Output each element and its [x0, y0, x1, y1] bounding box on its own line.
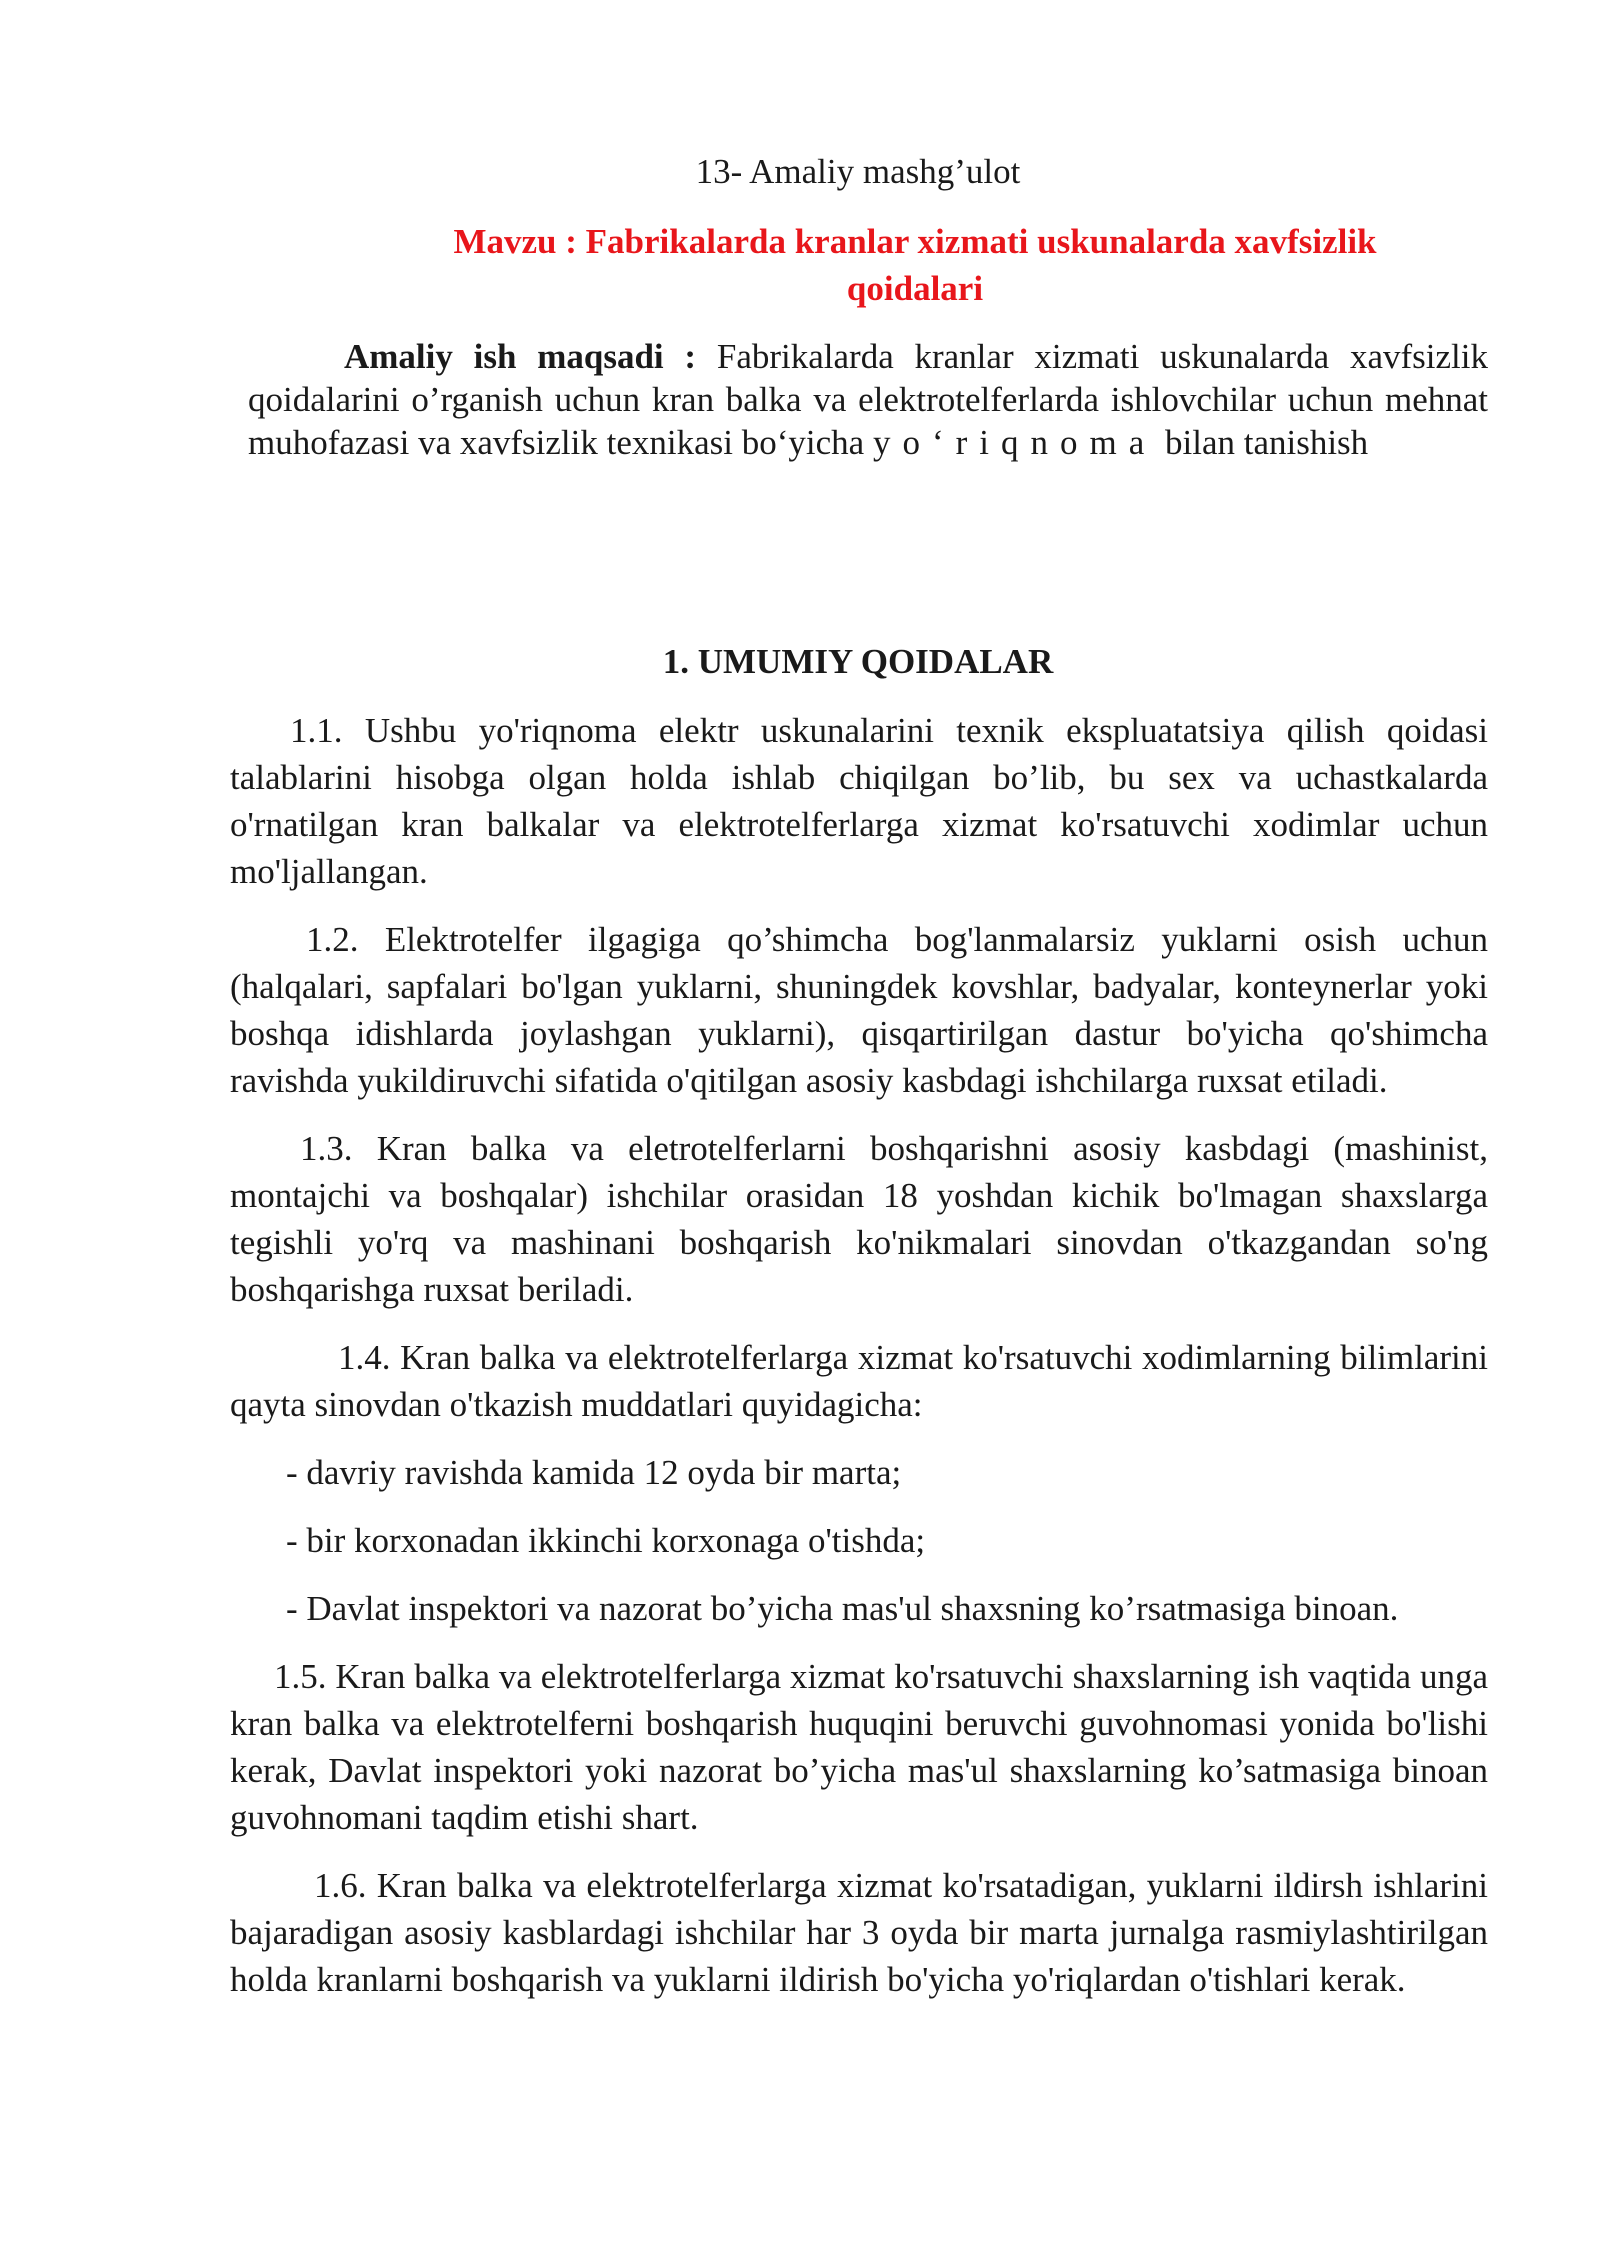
goal-label: Amaliy ish maqsadi : — [344, 337, 697, 376]
paragraph-1-6: 1.6. Kran balka va elektrotelferlarga xizmat ko'rsatadigan, yuklarni ildirsh ishlarini bajaradigan asosiy kasblardagi ishchilar har 3 oyda bir marta jurnalga rasmiylashtirilgan holda kranlarni boshqarish va yuklarni ildirish bo'yicha yo'riqlardan o'tishlari kerak. — [230, 1866, 1488, 1999]
section-body — [230, 707, 1488, 2024]
paragraph-1-2: 1.2. Elektrotelfer ilgagiga qo’shimcha bog'lanmalarsiz yuklarni osish uchun (halqalari, sapfalari bo'lgan yuklarni, shuningdek kovshlar, badyalar, konteynerlar yoki boshqa idishlarda joylashgan yuklarni), qisqartirilgan dastur bo'yicha qo'shimcha ravishda yukildiruvchi sifatida o'qitilgan asosiy kasbdagi ishchilarga ruxsat etiladi. — [230, 920, 1488, 1100]
topic-title: Mavzu : Fabrikalarda kranlar xizmati uskunalarda xavfsizlik qoidalari — [453, 222, 1377, 308]
goal-text-spaced: yo‘riqnoma — [872, 423, 1157, 462]
paragraph-1-5: 1.5. Kran balka va elektrotelferlarga xizmat ko'rsatuvchi shaxslarning ish vaqtida unga kran balka va elektrotelferni boshqarish huquqini beruvchi guvohnomasi yonida bo'lishi kerak, Davlat inspektori yoki nazorat bo’yicha mas'ul shaxslarning ko’satmasiga binoan guvohnomani taqdim etishi shart. — [230, 1657, 1488, 1837]
section-heading: 1. UMUMIY QOIDALAR — [662, 642, 1054, 681]
goal-paragraph — [248, 335, 1488, 464]
goal-text-a: Fabrikalarda kranlar xizmati uskunalarda xavfsizlik qoidalarini o’rganish uchun kran balka va elektrotelferlarda ishlovchilar uchun mehnat muhofazasi va xavfsizlik texnikasi bo‘yicha — [248, 337, 1488, 462]
list-item: - Davlat inspektori va nazorat bo’yicha mas'ul shaxsning ko’rsatmasiga binoan. — [286, 1589, 1399, 1628]
lesson-title: 13- Amaliy mashg’ulot — [695, 152, 1021, 191]
paragraph-1-1: 1.1. Ushbu yo'riqnoma elektr uskunalarini texnik ekspluatatsiya qilish qoidasi talablarini hisobga olgan holda ishlab chiqilgan bo’lib, bu sex va uchastkalarda o'rnatilgan kran balkalar va elektrotelferlarga xizmat ko'rsatuvchi xodimlar uchun mo'ljallangan. — [230, 711, 1488, 891]
list-item: - davriy ravishda kamida 12 oyda bir marta; — [286, 1453, 902, 1492]
paragraph-1-4: 1.4. Kran balka va elektrotelferlarga xizmat ko'rsatuvchi xodimlarning bilimlarini qayta sinovdan o'tkazish muddatlari quyidagicha: — [230, 1338, 1488, 1424]
goal-text-b: bilan tanishish — [1156, 423, 1369, 462]
list-item: - bir korxonadan ikkinchi korxonaga o'tishda; — [286, 1521, 926, 1560]
paragraph-1-3: 1.3. Kran balka va eletrotelferlarni boshqarishni asosiy kasbdagi (mashinist, montajchi va boshqalar) ishchilar orasidan 18 yoshdan kichik bo'lmagan shaxslarga tegishli yo'rq va mashinani boshqarish ko'nikmalari sinovdan o'tkazgandan so'ng boshqarishga ruxsat beriladi. — [230, 1129, 1488, 1309]
